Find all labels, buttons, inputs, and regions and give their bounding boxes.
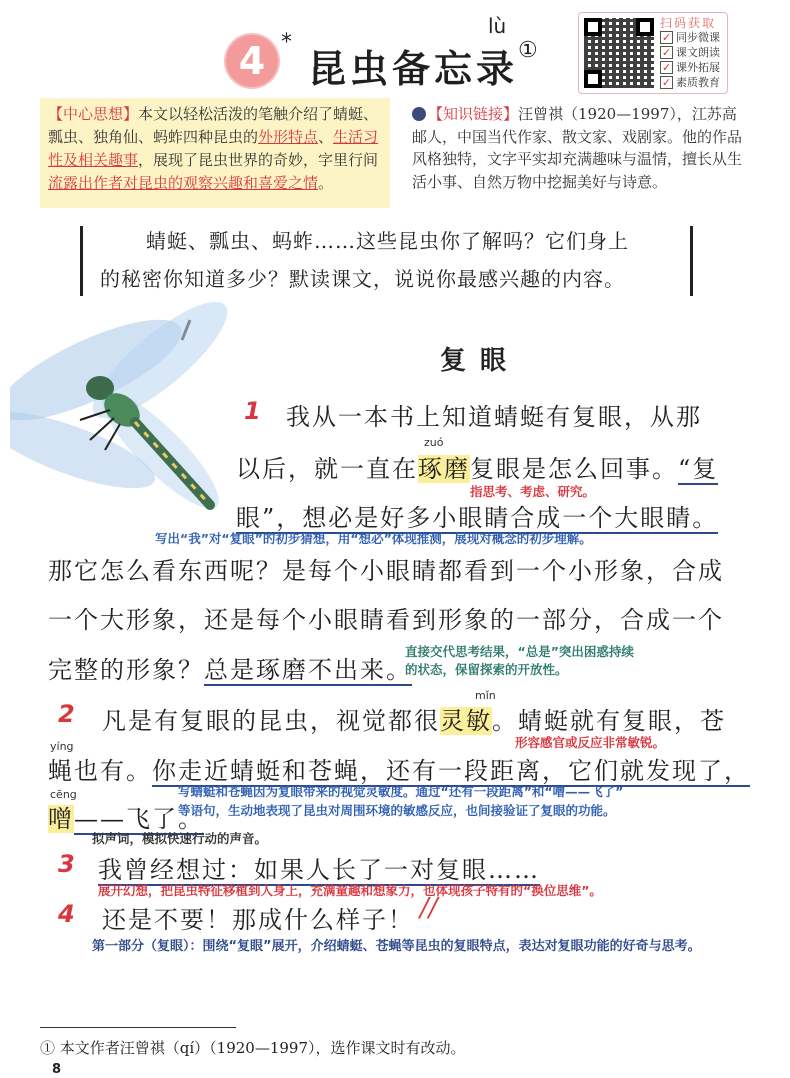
- text: 。蜻蜓就有复眼，苍: [492, 707, 726, 735]
- text: 以后，就一直在: [236, 455, 418, 483]
- check-icon: ✓: [661, 61, 672, 74]
- vocab-note: 拟声词，模拟快速行动的声音。: [92, 831, 268, 846]
- preview-prompt: [100, 222, 690, 298]
- qr-finder: [584, 18, 602, 36]
- paragraph-number: 3: [58, 850, 75, 878]
- vocab-note: 形容感官或反应非常敏锐。: [515, 735, 666, 750]
- center-idea-text: 。: [318, 174, 334, 192]
- qr-feature-item: [660, 60, 720, 75]
- knowledge-link-label: 【知识链接】: [428, 105, 519, 123]
- paragraph-line: [236, 449, 718, 484]
- link-icon: [412, 107, 426, 121]
- title-footnote-mark: ①: [518, 38, 538, 63]
- section-end-mark: //: [420, 893, 438, 923]
- paragraph-line: [236, 498, 718, 533]
- center-idea-text: 、: [318, 128, 334, 146]
- center-idea-label: 【中心思想】: [48, 105, 139, 123]
- annotation: 写蜻蜓和苍蝇因为复眼带来的视觉灵敏度。通过“还有一段距离”和“噌——飞了”: [178, 784, 624, 799]
- underlined-text: ——飞了。: [74, 805, 204, 833]
- qr-feature-list: [660, 30, 720, 90]
- check-icon: ✓: [661, 31, 672, 44]
- dragonfly-illustration: [10, 300, 250, 530]
- paragraph-line: [102, 701, 726, 736]
- paragraph-number: 1: [244, 397, 261, 425]
- paragraph-number: 4: [58, 900, 75, 928]
- underlined-text: “复: [678, 455, 719, 483]
- text: 复眼是怎么回事。: [470, 455, 678, 483]
- qr-feature-item: [660, 75, 720, 90]
- paragraph-line: [48, 751, 750, 786]
- pinyin: zuó: [424, 436, 444, 449]
- page-number: 8: [52, 1062, 62, 1077]
- qr-feature-item: [660, 30, 720, 45]
- underlined-text: 我曾经想过：如果人长了一对复眼……: [98, 856, 540, 884]
- part-summary: 第一部分（复眼）：围绕“复眼”展开，介绍蜻蜓、苍蝇等昆虫的复眼特点，表达对复眼功能的好奇与思考。: [92, 939, 701, 954]
- check-icon: ✓: [661, 76, 672, 89]
- paragraph-number: 2: [58, 700, 75, 728]
- center-idea-keypoint: 流露出作者对昆虫的观察兴趣和喜爱之情: [48, 174, 319, 192]
- underlined-text: 眼”，想必是好多小眼睛合成一个大眼睛。: [236, 504, 719, 532]
- vocab-highlight: 噌: [48, 805, 74, 833]
- qr-feature-item: [660, 45, 720, 60]
- paragraph-line: 还是不要！那成什么样子！: [102, 906, 414, 934]
- annotation: 直接交代思考结果，“总是”突出困惑持续: [405, 644, 634, 659]
- pinyin: yíng: [50, 740, 74, 753]
- center-idea: [48, 103, 388, 195]
- lesson-title: 昆虫备忘录: [308, 46, 519, 91]
- title-pinyin: lù: [488, 14, 507, 38]
- center-idea-keypoint: 生活习性及相关趣事: [48, 128, 379, 169]
- vocab-note: 指思考、考虑、研究。: [470, 484, 596, 499]
- annotation: 写出“我”对“复眼”的初步猜想，用“想必”体现推测，展现对概念的初步理解。: [155, 531, 592, 546]
- lesson-number: 4: [238, 39, 266, 83]
- preview-line: 的秘密你知道多少？默读课文，说说你最感兴趣的内容。: [100, 267, 625, 291]
- annotation: 展开幻想，把昆虫特征移植到人身上，充满童趣和想象力，也体现孩子特有的“换位思维”。: [98, 883, 602, 898]
- footnote: ① 本文作者汪曾祺（qí）（1920—1997），选作课文时有改动。: [40, 1039, 466, 1057]
- qr-feature-label: 课外拓展: [676, 61, 720, 74]
- knowledge-link: [412, 103, 742, 193]
- preview-bracket-right: [690, 226, 693, 296]
- text: 凡是有复眼的昆虫，视觉都很: [102, 707, 440, 735]
- annotation: 等语句，生动地表现了昆虫对周围环境的敏感反应，也间接验证了复眼的功能。: [178, 803, 616, 818]
- check-icon: ✓: [661, 46, 672, 59]
- qr-feature-label: 课文朗读: [676, 46, 720, 59]
- vocab-highlight: 灵敏: [440, 707, 492, 735]
- paragraph-line: 那它怎么看东西呢？是每个小眼睛都看到一个小形象，合成: [48, 557, 724, 585]
- footnote-divider: [40, 1027, 236, 1028]
- text: 完整的形象？: [48, 656, 204, 684]
- preview-line: 蜻蜓、瓢虫、蚂蚱……这些昆虫你了解吗？它们身上: [146, 229, 629, 253]
- annotation: 的状态，保留探索的开放性。: [405, 662, 568, 677]
- center-idea-text: 本文以轻松活泼的笔触介绍了蜻蜓、瓢虫、独角仙、蚂蚱四种昆虫的: [48, 105, 379, 146]
- qr-feature-label: 素质教育: [676, 76, 720, 89]
- underlined-text: 你走近蜻蜓和苍蝇，还有一段距离，它们就发现了，: [152, 757, 750, 785]
- section-title: 复眼: [440, 346, 521, 376]
- lesson-number-badge: [226, 35, 278, 87]
- pinyin: cēng: [50, 788, 77, 801]
- qr-feature-label: 同步微课: [676, 31, 720, 44]
- paragraph-line: [48, 650, 412, 685]
- center-idea-text: ，展现了昆虫世界的奇妙，字里行间: [138, 151, 379, 169]
- knowledge-link-text: 汪曾祺（1920—1997），江苏高邮人，中国当代作家、散文家、戏剧家。他的作品风格独特，文字平实却充满趣味与温情，擅长从生活小事、自然万物中挖掘美好与诗意。: [412, 105, 743, 191]
- qr-finder: [584, 70, 602, 88]
- text: 蝇也有。: [48, 757, 152, 785]
- qr-title: 扫码获取: [660, 16, 717, 30]
- center-idea-keypoint: 外形特点: [258, 128, 319, 146]
- self-study-star: *: [281, 30, 292, 55]
- qr-finder: [636, 18, 654, 36]
- vocab-highlight: 琢磨: [418, 455, 470, 483]
- underlined-text: 总是琢磨不出来。: [204, 656, 412, 684]
- pinyin: mǐn: [475, 689, 496, 702]
- preview-bracket-left: [80, 226, 83, 296]
- paragraph-line: [98, 850, 540, 885]
- paragraph-line: 一个大形象，还是每个小眼睛看到形象的一部分，合成一个: [48, 606, 724, 634]
- paragraph-line: 我从一本书上知道蜻蜓有复眼，从那: [286, 403, 702, 431]
